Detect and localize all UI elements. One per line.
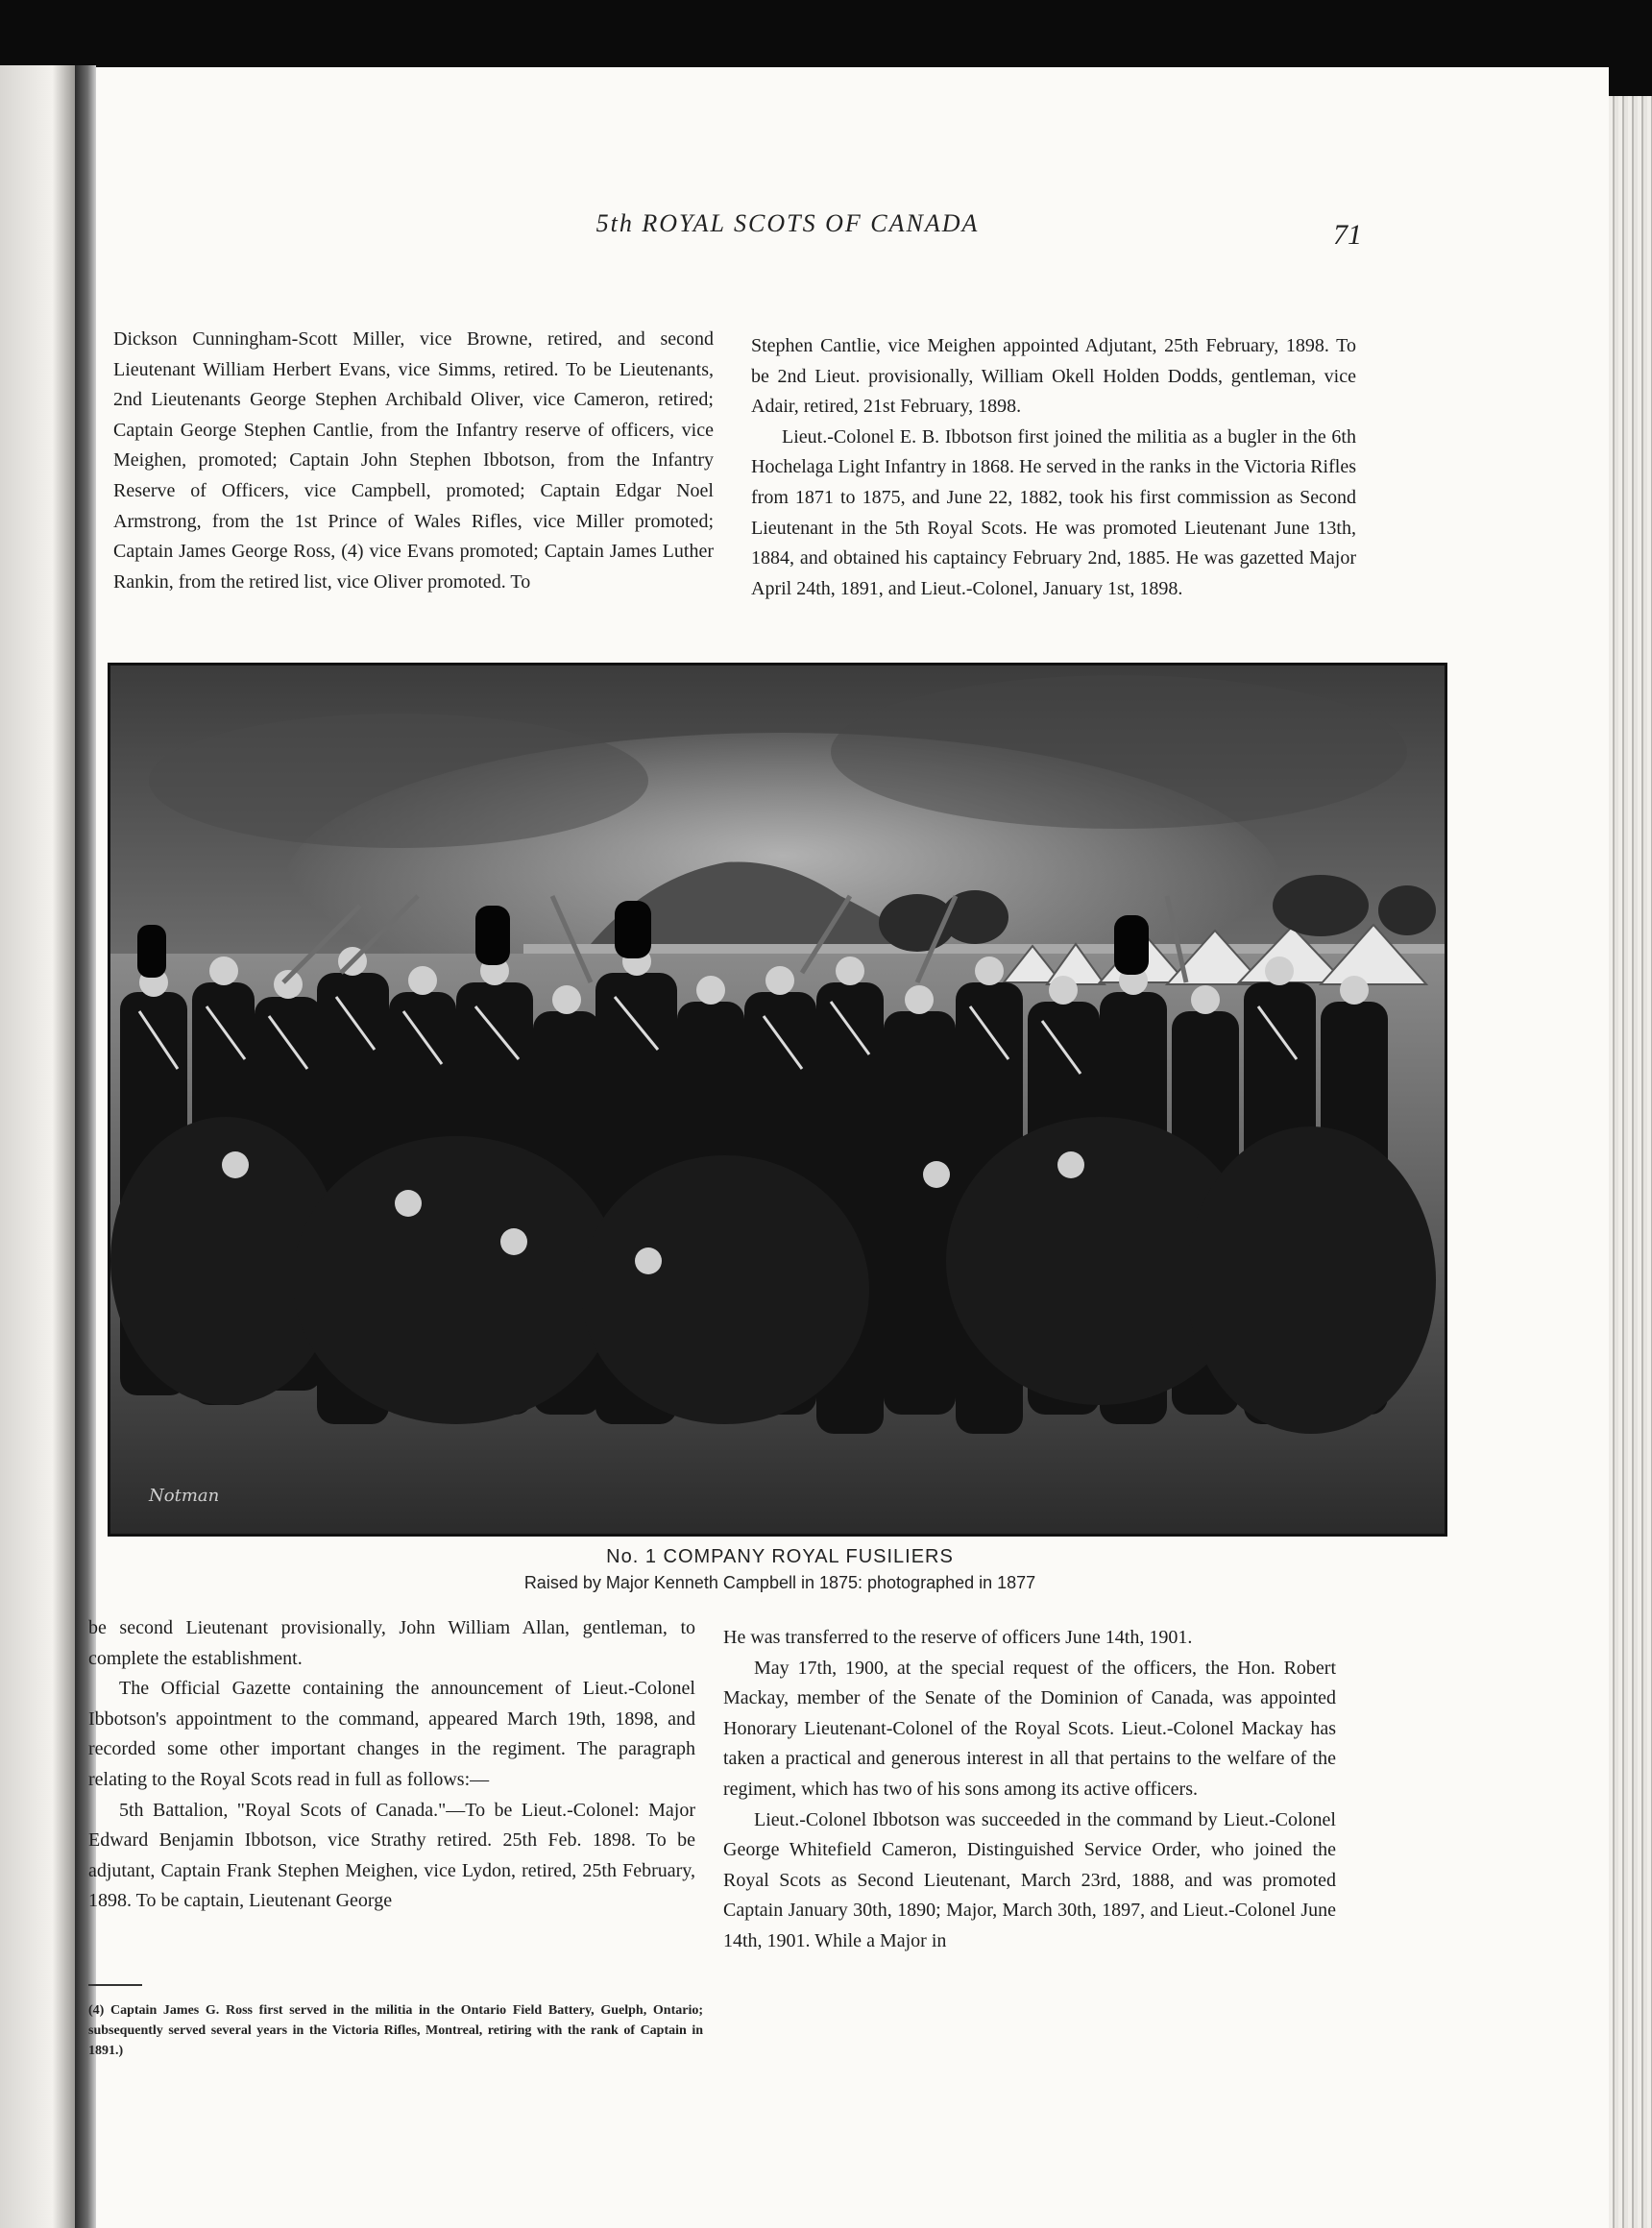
facing-page-edge xyxy=(0,65,75,2228)
paragraph: be second Lieutenant provisionally, John William Allan, gentleman, to complete the establishment. xyxy=(88,1617,695,1669)
footnote-rule xyxy=(88,1984,142,1986)
paragraph: Dickson Cunningham-Scott Miller, vice Browne, retired, and second Lieutenant William Herbert Evans, vice Simms, retired. To be Lieutenants, 2nd Lieutenants George Stephen Archibald Oliver, vice Cameron, retired; Captain George Stephen Cantlie, from the Infantry reserve of officers, vice Meighen, promoted; Captain John Stephen Ibbotson, from the Infantry Reserve of Officers, vice Campbell, promoted; Captain Edgar Noel Armstrong, from the 1st Prince of Wales Rifles, vice Miller promoted; Captain James George Ross, (4) vice Evans promoted; Captain James Luther Rankin, from the retired list, vice Oliver promoted. To xyxy=(113,328,714,593)
paragraph: He was transferred to the reserve of officers June 14th, 1901. xyxy=(723,1627,1193,1648)
column-top-right xyxy=(751,331,1356,604)
column-bottom-right xyxy=(723,1623,1336,1957)
column-bottom-left xyxy=(88,1613,695,1917)
photo-caption-subtitle: Raised by Major Kenneth Campbell in 1875: photographed in 1877 xyxy=(523,1573,1036,1592)
paragraph: The Official Gazette containing the announcement of Lieut.-Colonel Ibbotson's appointment to the command, appeared March 19th, 1898, and recorded some other important changes in the regiment. The paragraph relating to the Royal Scots read in full as follows:— xyxy=(88,1678,695,1790)
running-title: 5th ROYAL SCOTS OF CANADA xyxy=(595,209,980,237)
photo-illustration xyxy=(110,666,1445,1534)
paragraph: Lieut.-Colonel E. B. Ibbotson first joined the militia as a bugler in the 6th Hochelaga Light Infantry in 1868. He served in the ranks in the Victoria Rifles from 1871 to 1875, and June 22, 1882, took his first commission as Second Lieutenant in the 5th Royal Scots. He was promoted Lieutenant June 13th, 1884, and obtained his captaincy February 2nd, 1885. He was gazetted Major April 24th, 1891, and Lieut.-Colonel, January 1st, 1898. xyxy=(751,425,1356,599)
paragraph: Lieut.-Colonel Ibbotson was succeeded in the command by Lieut.-Colonel George Whitefield Cameron, Distinguished Service Order, who joined the Royal Scots as Second Lieutenant, March 23rd, 1888, and was promoted Captain January 30th, 1890; Major, March 30th, 1897, and Lieut.-Colonel June 14th, 1901. While a Major in xyxy=(723,1808,1336,1951)
paragraph: Stephen Cantlie, vice Meighen appointed Adjutant, 25th February, 1898. To be 2nd Lieut. provisionally, William Okell Holden Dodds, gentleman, vice Adair, retired, 21st February, 1898. xyxy=(751,335,1356,418)
group-photograph xyxy=(108,663,1447,1537)
photographer-signature: Notman xyxy=(149,1486,220,1506)
footnote: (4) Captain James G. Ross first served in the militia in the Ontario Field Battery, Guelph, Ontario; subsequently served several years in the Victoria Rifles, Montreal, retiring with the rank of Captain in 1891.) xyxy=(88,2003,703,2058)
paragraph: 5th Battalion, "Royal Scots of Canada."—To be Lieut.-Colonel: Major Edward Benjamin Ibbotson, vice Strathy retired. 25th Feb. 1898. To be adjutant, Captain Frank Stephen Meighen, vice Lydon, retired, 25th February, 1898. To be captain, Lieutenant George xyxy=(88,1799,695,1912)
page-edges xyxy=(1609,96,1652,2228)
paragraph: May 17th, 1900, at the special request of the officers, the Hon. Robert Mackay, member of the Senate of the Dominion of Canada, was appointed Honorary Lieutenant-Colonel of the Royal Scots. Lieut.-Colonel Mackay has taken a practical and generous interest in all that pertains to the welfare of the regiment, which has two of his sons among its active officers. xyxy=(723,1657,1336,1800)
column-top-left xyxy=(113,325,714,597)
photo-caption-title: No. 1 COMPANY ROYAL FUSILIERS xyxy=(606,1546,954,1567)
page-number: 71 xyxy=(1333,219,1362,251)
